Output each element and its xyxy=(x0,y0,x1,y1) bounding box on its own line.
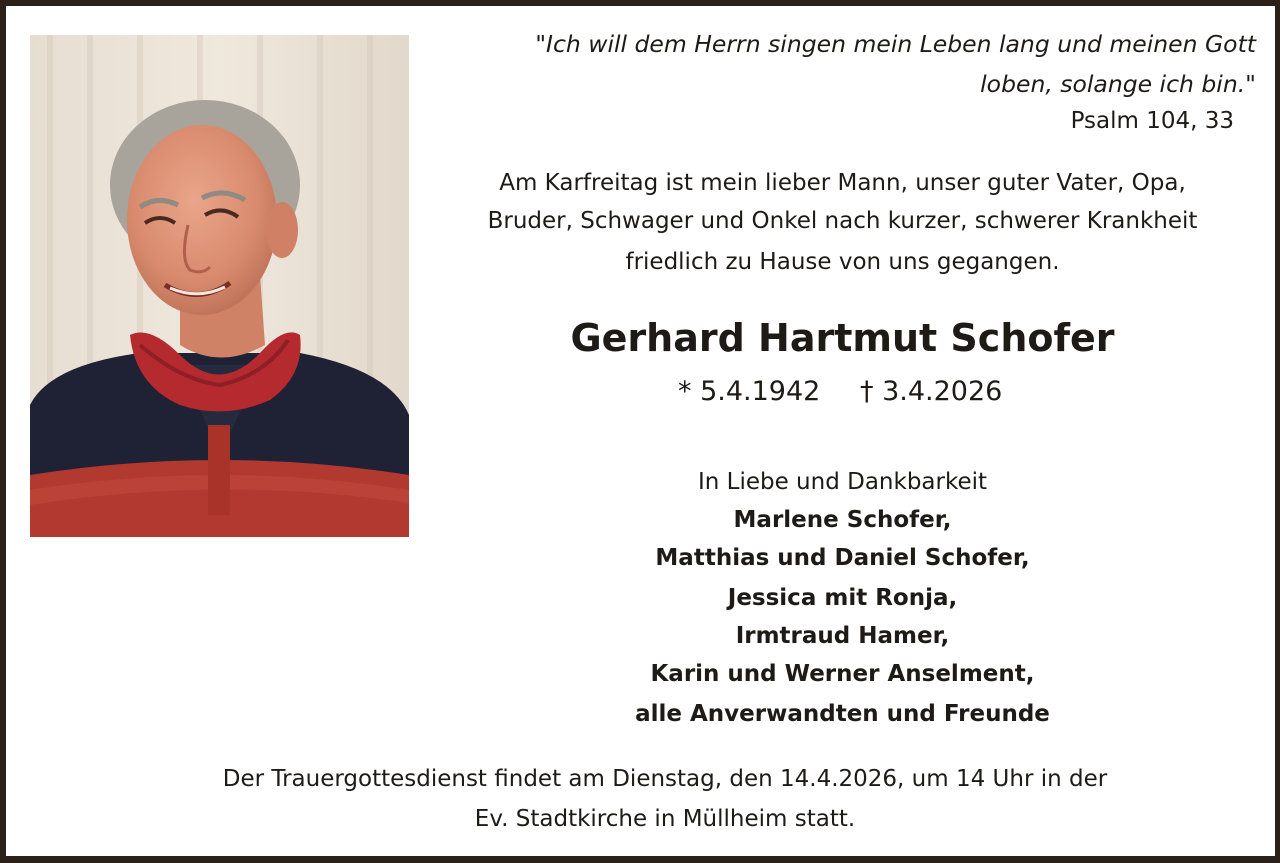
psalm-reference: Psalm 104, 33 xyxy=(1070,108,1234,134)
psalm-quote-line-1: "Ich will dem Herrn singen mein Leben lang und meinen Gott xyxy=(535,30,1256,58)
mourner-name: Karin und Werner Anselment, xyxy=(650,661,1035,687)
psalm-quote-line-2: loben, solange ich bin." xyxy=(980,70,1256,98)
mourners-intro: In Liebe und Dankbarkeit xyxy=(697,469,988,495)
service-info-line-1: Der Trauergottesdienst findet am Dienstag, den 14.4.2026, um 14 Uhr in der xyxy=(222,766,1108,792)
announcement-line-2: Bruder, Schwager und Onkel nach kurzer, schwerer Krankheit xyxy=(487,208,1198,234)
mourner-name: Jessica mit Ronja, xyxy=(727,585,958,611)
announcement-line-1: Am Karfreitag ist mein lieber Mann, unser guter Vater, Opa, xyxy=(499,170,1186,196)
mourner-name: Marlene Schofer, xyxy=(733,507,952,533)
service-info-line-2: Ev. Stadtkirche in Müllheim statt. xyxy=(474,806,856,832)
announcement-line-3: friedlich zu Hause von uns gegangen. xyxy=(625,249,1060,275)
mourner-name: Matthias und Daniel Schofer, xyxy=(655,545,1030,571)
mourner-name: Irmtraud Hamer, xyxy=(735,623,950,649)
death-date: † 3.4.2026 xyxy=(860,376,1003,407)
deceased-name: Gerhard Hartmut Schofer xyxy=(570,316,1115,360)
birth-date: * 5.4.1942 xyxy=(678,376,821,407)
mourner-name: alle Anverwandten und Freunde xyxy=(635,701,1050,727)
portrait-photo xyxy=(30,35,409,537)
